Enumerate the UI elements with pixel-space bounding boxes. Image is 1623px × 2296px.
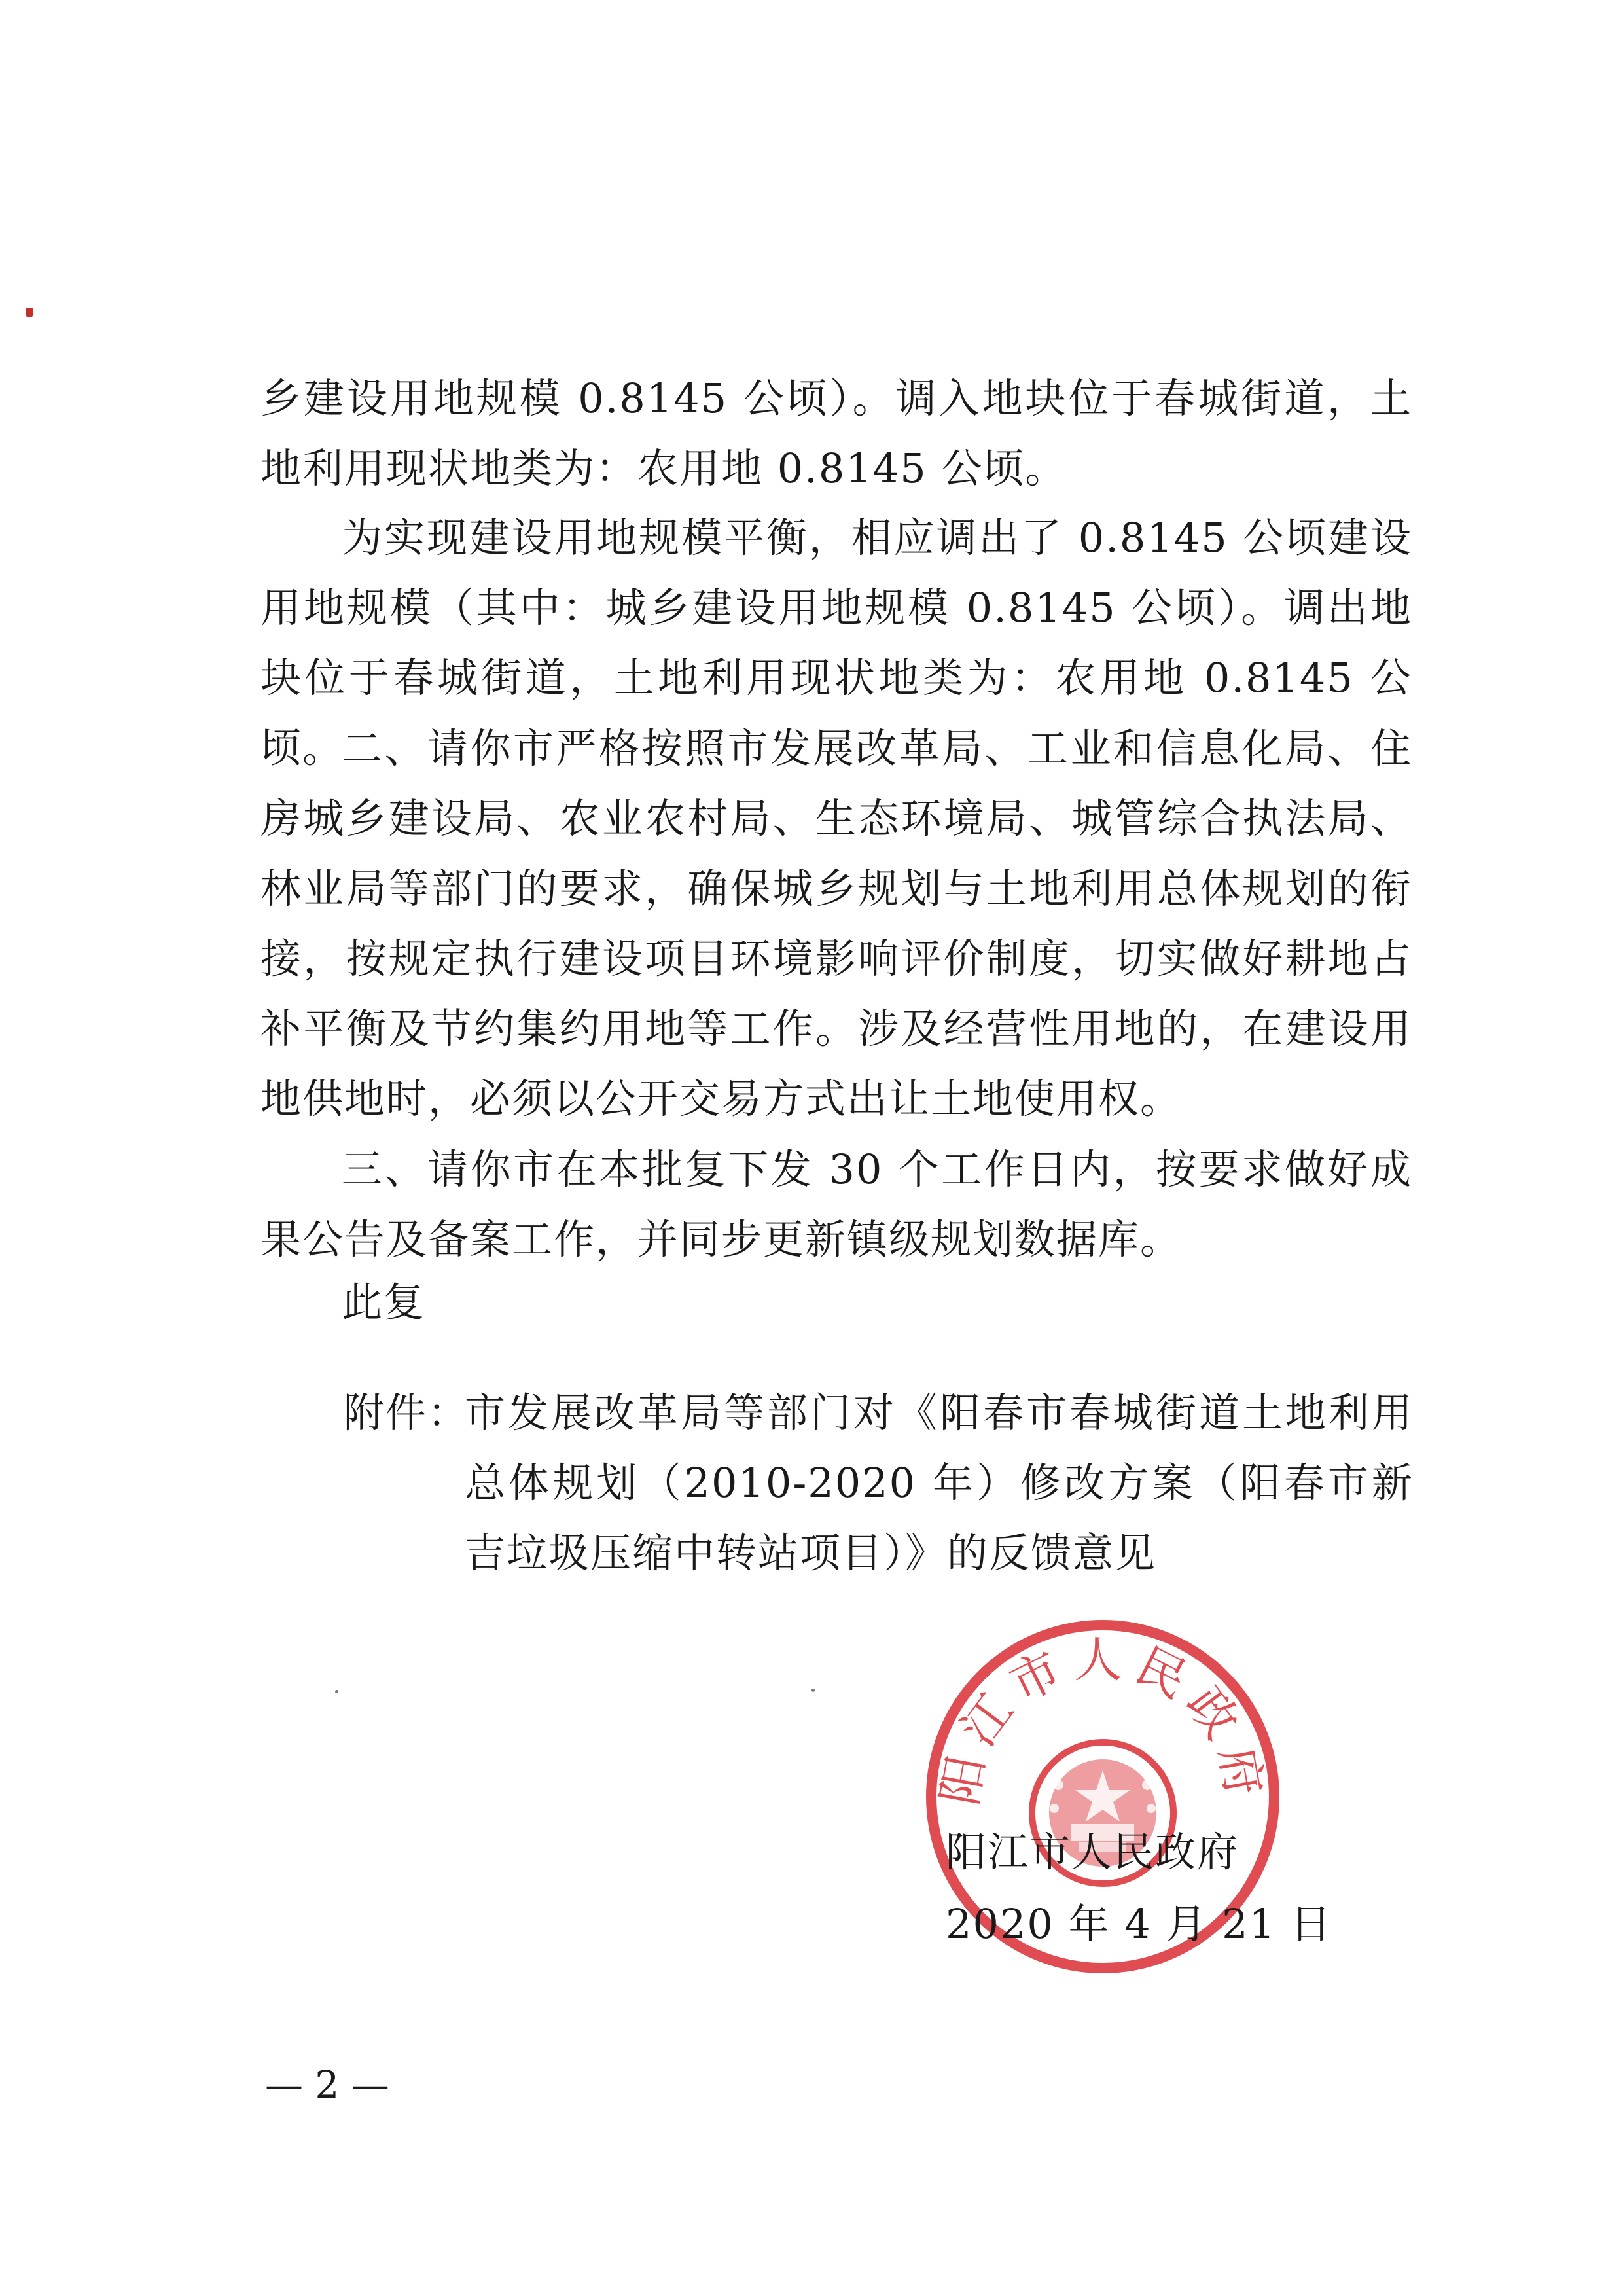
page-number: — 2 — <box>265 2062 389 2107</box>
paragraph-item-two: 二、请你市严格按照市发展改革局、工业和信息化局、住房城乡建设局、农业农村局、生态环境局、城管综合执法局、林业局等部门的要求，确保城乡规划与土地利用总体规划的衔接，按规定执行建设项目环境影响评价制度，切实做好耕地占补平衡及节约集约用地等工作。涉及经营性用地的，在建设用地供地时，必须以公开交易方式出让土地使用权。 <box>260 725 1412 1122</box>
issuer-name: 阳江市人民政府 <box>946 1828 1240 1876</box>
scan-speck <box>812 1689 815 1692</box>
red-ink-mark <box>26 308 33 317</box>
attachment-label: 附件： <box>344 1389 470 1437</box>
issue-date: 2020 年 4 月 21 日 <box>946 1900 1332 1948</box>
paragraph-item-three: 三、请你市在本批复下发 30 个工作日内，按要求做好成果公告及备案工作，并同步更新镇级规划数据库。 <box>260 1145 1412 1263</box>
attachment-text: 市发展改革局等部门对《阳春市春城街道土地利用总体规划（2010-2020 年）修改方案（阳春市新吉垃圾压缩中转站项目）》的反馈意见 <box>465 1389 1414 1577</box>
scan-speck <box>335 1690 338 1693</box>
paragraph-continuation: 乡建设用地规模 0.8145 公顷）。调入地块位于春城街道，土地利用现状地类为：农用地 0.8145 公顷。 <box>260 374 1412 492</box>
closing-text: 此复 <box>342 1278 426 1326</box>
paragraph-balance: 为实现建设用地规模平衡，相应调出了 0.8145 公顷建设用地规模（其中：城乡建设用地规模 0.8145 公顷）。调出地块位于春城街道，土地利用现状地类为：农用地 0.8145 公顷。 <box>260 514 1412 772</box>
seal-text: 阳江市人民政府 <box>931 1632 1274 1810</box>
